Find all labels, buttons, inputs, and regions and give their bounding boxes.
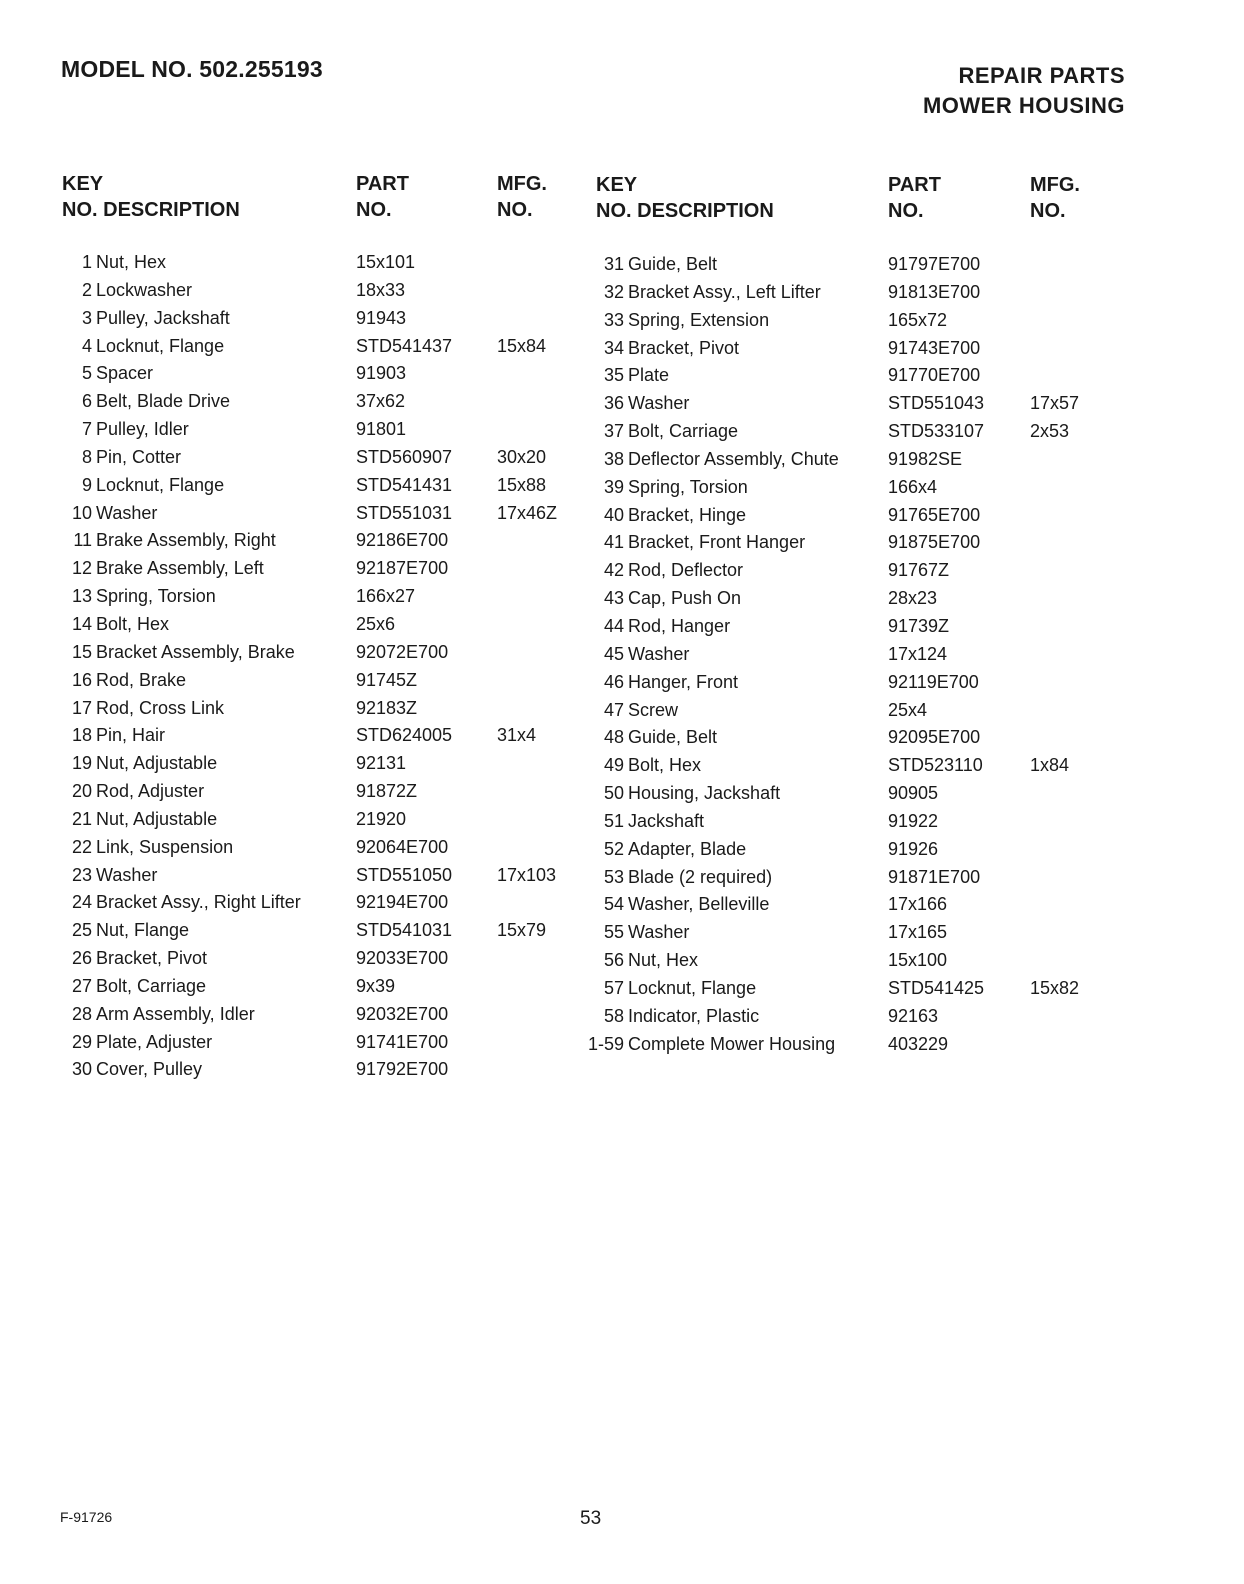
parts-row (50, 750, 570, 778)
mfg-number: 2x53 (1030, 421, 1070, 442)
part-description: Jackshaft (628, 810, 705, 831)
key-number: 45 (603, 643, 624, 664)
key-number: 4 (81, 335, 92, 356)
key-number: 54 (603, 894, 624, 915)
part-description: Washer (96, 864, 158, 885)
page-title (923, 61, 1125, 121)
title-line-1: REPAIR PARTS (958, 63, 1125, 88)
title-line-2: MOWER HOUSING (922, 93, 1125, 118)
key-number: 37 (603, 421, 624, 442)
parts-row (50, 945, 570, 973)
part-number: STD541425 (888, 977, 985, 998)
parts-row (50, 1001, 570, 1029)
key-number: 51 (603, 810, 624, 831)
parts-row (582, 669, 1122, 697)
part-number: 91943 (356, 307, 407, 328)
part-description: Nut, Hex (628, 950, 699, 971)
key-number: 33 (603, 309, 624, 330)
left-part-header: PART NO. (356, 173, 409, 221)
parts-row (582, 474, 1122, 502)
mfg-number: 30x20 (497, 446, 547, 467)
key-number: 12 (71, 558, 92, 579)
parts-row (582, 947, 1122, 975)
part-number: STD523110 (888, 755, 983, 776)
parts-row (50, 889, 570, 917)
key-number: 1 (81, 252, 92, 272)
key-number: 53 (603, 866, 624, 887)
key-number: 9 (81, 474, 92, 495)
parts-row (582, 362, 1122, 390)
key-number: 19 (71, 753, 92, 774)
parts-row (582, 502, 1122, 530)
parts-row (582, 585, 1122, 613)
parts-row (50, 360, 570, 388)
part-description: Pulley, Jackshaft (96, 307, 230, 328)
left-key-header: KEY NO. DESCRIPTION (62, 173, 240, 221)
parts-row (582, 1003, 1122, 1031)
part-number: 37x62 (356, 391, 406, 412)
part-description: Locknut, Flange (96, 335, 225, 356)
right-part-header: PART NO. (888, 174, 941, 222)
parts-row (50, 527, 570, 555)
key-number: 50 (603, 783, 624, 804)
part-description: Bolt, Carriage (628, 421, 739, 442)
part-number: STD551050 (356, 864, 453, 885)
part-number: 91743E700 (888, 337, 981, 358)
parts-row (50, 416, 570, 444)
part-description: Washer (96, 502, 158, 523)
mfg-number: 17x103 (497, 864, 557, 885)
parts-row (582, 529, 1122, 557)
page-number: 53 (580, 1508, 602, 1529)
key-number: 40 (603, 504, 624, 525)
key-number: 15 (71, 641, 92, 662)
parts-row (50, 583, 570, 611)
part-description: Spring, Torsion (96, 586, 216, 607)
part-description: Rod, Deflector (628, 560, 744, 581)
right-mfg-header: MFG. NO. (1030, 174, 1080, 222)
left-parts-list (50, 249, 570, 1084)
part-description: Bracket, Pivot (628, 337, 740, 358)
part-number: 17x165 (888, 922, 948, 943)
left-mfg-header: MFG. NO. (497, 173, 547, 221)
part-number: STD541431 (356, 474, 453, 495)
key-number: 25 (71, 920, 92, 941)
part-description: Plate (628, 365, 670, 386)
part-description: Rod, Hanger (628, 615, 731, 636)
key-number: 20 (71, 781, 92, 802)
part-description: Screw (628, 699, 679, 720)
part-number: 91903 (356, 363, 407, 384)
key-number: 58 (603, 1005, 624, 1026)
parts-row (50, 695, 570, 723)
model-number: MODEL NO. 502.255193 (61, 56, 323, 82)
key-number: 49 (603, 755, 624, 776)
key-number: 10 (71, 502, 92, 523)
key-number: 55 (603, 922, 624, 943)
part-description: Spring, Extension (628, 309, 770, 330)
key-number: 1-59 (587, 1033, 624, 1054)
key-number: 28 (71, 1003, 92, 1024)
part-number: 91926 (888, 838, 939, 859)
key-number: 39 (603, 476, 624, 497)
parts-row (50, 388, 570, 416)
part-number: 92131 (356, 753, 407, 774)
part-number: 91741E700 (356, 1031, 449, 1052)
part-description: Adapter, Blade (628, 838, 747, 859)
part-description: Pulley, Idler (96, 419, 189, 440)
part-number: 18x33 (356, 279, 406, 300)
part-description: Bracket, Hinge (628, 504, 747, 525)
part-description: Rod, Brake (96, 669, 187, 690)
part-number: 165x72 (888, 309, 948, 330)
key-number: 31 (603, 254, 624, 274)
parts-row (582, 752, 1122, 780)
part-description: Bracket Assy., Left Lifter (628, 281, 821, 302)
part-number: 91767Z (888, 560, 950, 581)
part-description: Bracket Assembly, Brake (96, 641, 295, 662)
part-description: Nut, Hex (96, 252, 167, 272)
key-number: 48 (603, 727, 624, 748)
part-number: 91770E700 (888, 365, 981, 386)
key-number: 17 (71, 697, 92, 718)
part-description: Nut, Adjustable (96, 753, 218, 774)
part-number: 91875E700 (888, 532, 981, 553)
part-description: Bracket, Front Hanger (628, 532, 806, 553)
part-number: 17x124 (888, 643, 948, 664)
parts-row (582, 697, 1122, 725)
part-description: Blade (2 required) (628, 866, 773, 887)
parts-row (582, 1031, 1122, 1059)
part-number: 91922 (888, 810, 939, 831)
parts-row (50, 639, 570, 667)
parts-row (582, 279, 1122, 307)
part-number: 91765E700 (888, 504, 981, 525)
parts-row (50, 806, 570, 834)
right-key-header: KEY NO. DESCRIPTION (596, 174, 774, 222)
key-number: 13 (71, 586, 92, 607)
part-description: Arm Assembly, Idler (96, 1003, 255, 1024)
part-description: Washer (628, 922, 690, 943)
part-description: Belt, Blade Drive (96, 391, 231, 412)
key-number: 23 (71, 864, 92, 885)
part-description: Cover, Pulley (96, 1059, 203, 1080)
part-number: 91745Z (356, 669, 418, 690)
parts-row (582, 808, 1122, 836)
parts-row (50, 333, 570, 361)
part-description: Washer, Belleville (628, 894, 770, 915)
part-number: 15x100 (888, 950, 948, 971)
key-number: 36 (603, 393, 624, 414)
parts-row (582, 836, 1122, 864)
part-number: 91801 (356, 419, 407, 440)
part-number: STD560907 (356, 446, 453, 467)
part-number: STD533107 (888, 421, 985, 442)
mfg-number: 1x84 (1030, 755, 1070, 776)
part-description: Pin, Hair (96, 725, 166, 746)
part-description: Cap, Push On (628, 588, 742, 609)
part-description: Rod, Cross Link (96, 697, 225, 718)
part-description: Nut, Flange (96, 920, 190, 941)
parts-row (582, 557, 1122, 585)
part-description: Link, Suspension (96, 836, 234, 857)
part-description: Hanger, Front (628, 671, 739, 692)
parts-row (50, 472, 570, 500)
parts-row (582, 975, 1122, 1003)
parts-row (50, 611, 570, 639)
form-number: F-91726 (60, 1509, 113, 1525)
mfg-number: 15x79 (497, 920, 547, 941)
part-number: 21920 (356, 808, 407, 829)
part-number: STD551043 (888, 393, 985, 414)
parts-row (50, 555, 570, 583)
part-number: 90905 (888, 783, 939, 804)
key-number: 42 (603, 560, 624, 581)
part-number: 92072E700 (356, 641, 449, 662)
key-number: 30 (71, 1059, 92, 1080)
parts-row (50, 277, 570, 305)
parts-row (50, 973, 570, 1001)
parts-row (50, 722, 570, 750)
key-number: 57 (603, 977, 624, 998)
part-description: Locknut, Flange (96, 474, 225, 495)
key-number: 14 (71, 613, 92, 634)
parts-row (582, 641, 1122, 669)
mfg-number: 15x88 (497, 474, 547, 495)
key-number: 3 (81, 307, 92, 328)
parts-row (50, 667, 570, 695)
part-description: Bracket, Pivot (96, 948, 208, 969)
key-number: 2 (81, 279, 92, 300)
part-description: Guide, Belt (628, 254, 718, 274)
part-number: 17x166 (888, 894, 948, 915)
parts-row (582, 891, 1122, 919)
part-description: Housing, Jackshaft (628, 783, 781, 804)
key-number: 24 (71, 892, 92, 913)
part-number: 92163 (888, 1005, 939, 1026)
parts-row (582, 724, 1122, 752)
parts-row (50, 1029, 570, 1057)
parts-row (50, 778, 570, 806)
key-number: 7 (81, 419, 92, 440)
part-number: 166x27 (356, 586, 416, 607)
parts-row (50, 917, 570, 945)
part-number: 91739Z (888, 615, 950, 636)
part-description: Spring, Torsion (628, 476, 748, 497)
mfg-number: 15x82 (1030, 977, 1080, 998)
key-number: 52 (603, 838, 624, 859)
parts-row (582, 780, 1122, 808)
right-parts-list (582, 251, 1122, 1058)
part-number: 92187E700 (356, 558, 449, 579)
key-number: 43 (603, 588, 624, 609)
parts-row (50, 249, 570, 277)
key-number: 16 (71, 669, 92, 690)
part-description: Deflector Assembly, Chute (628, 448, 839, 469)
part-description: Washer (628, 643, 690, 664)
mfg-number: 15x84 (497, 335, 547, 356)
key-number: 35 (603, 365, 624, 386)
key-number: 18 (71, 725, 92, 746)
part-description: Washer (628, 393, 690, 414)
part-description: Bracket Assy., Right Lifter (96, 892, 301, 913)
part-description: Pin, Cotter (96, 446, 182, 467)
parts-row (582, 864, 1122, 892)
part-number: 91872Z (356, 781, 418, 802)
part-number: STD541031 (356, 920, 453, 941)
part-number: 25x4 (888, 699, 928, 720)
parts-row (50, 1056, 570, 1084)
part-number: STD541437 (356, 335, 453, 356)
part-number: 91871E700 (888, 866, 981, 887)
part-number: 91982SE (888, 448, 963, 469)
parts-row (582, 335, 1122, 363)
parts-row (582, 613, 1122, 641)
part-number: STD551031 (356, 502, 453, 523)
key-number: 22 (71, 836, 92, 857)
key-number: 21 (71, 808, 92, 829)
part-number: 9x39 (356, 975, 396, 996)
key-number: 27 (71, 975, 92, 996)
part-description: Locknut, Flange (628, 977, 757, 998)
parts-row (50, 834, 570, 862)
key-number: 11 (73, 530, 92, 551)
key-number: 26 (71, 948, 92, 969)
key-number: 38 (603, 448, 624, 469)
part-number: 91813E700 (888, 281, 981, 302)
mfg-number: 17x46Z (497, 502, 558, 523)
part-description: Bolt, Hex (96, 613, 170, 634)
part-number: 92064E700 (356, 836, 449, 857)
part-description: Bolt, Carriage (96, 975, 207, 996)
part-number: 92194E700 (356, 892, 449, 913)
parts-row (582, 251, 1122, 279)
part-number: 91792E700 (356, 1059, 449, 1080)
part-number: 25x6 (356, 613, 396, 634)
parts-row (50, 305, 570, 333)
part-number: 92183Z (356, 697, 418, 718)
part-number: 92032E700 (356, 1003, 449, 1024)
key-number: 56 (603, 950, 624, 971)
part-number: 92119E700 (888, 671, 979, 692)
parts-row (582, 919, 1122, 947)
key-number: 34 (603, 337, 624, 358)
part-description: Brake Assembly, Right (96, 530, 276, 551)
parts-row (50, 862, 570, 890)
part-number: 92186E700 (356, 530, 449, 551)
part-description: Guide, Belt (628, 727, 718, 748)
mfg-number: 17x57 (1030, 393, 1080, 414)
parts-row (50, 500, 570, 528)
part-description: Rod, Adjuster (96, 781, 205, 802)
key-number: 47 (603, 699, 624, 720)
part-number: 166x4 (888, 476, 938, 497)
part-description: Complete Mower Housing (628, 1033, 836, 1054)
part-number: 91797E700 (888, 254, 981, 274)
parts-row (582, 390, 1122, 418)
part-description: Lockwasher (96, 279, 193, 300)
part-number: 92095E700 (888, 727, 981, 748)
part-number: 15x101 (356, 252, 416, 272)
part-description: Brake Assembly, Left (96, 558, 264, 579)
parts-row (582, 307, 1122, 335)
part-number: STD624005 (356, 725, 453, 746)
part-description: Nut, Adjustable (96, 808, 218, 829)
part-description: Plate, Adjuster (96, 1031, 213, 1052)
part-description: Bolt, Hex (628, 755, 702, 776)
parts-row (582, 418, 1122, 446)
key-number: 46 (603, 671, 624, 692)
parts-row (582, 446, 1122, 474)
key-number: 41 (603, 532, 624, 553)
key-number: 8 (81, 446, 92, 467)
key-number: 29 (71, 1031, 92, 1052)
key-number: 6 (81, 391, 92, 412)
parts-row (50, 444, 570, 472)
part-number: 92033E700 (356, 948, 449, 969)
part-description: Spacer (96, 363, 154, 384)
key-number: 5 (81, 363, 92, 384)
part-number: 403229 (888, 1033, 949, 1054)
part-description: Indicator, Plastic (628, 1005, 760, 1026)
part-number: 28x23 (888, 588, 938, 609)
key-number: 32 (603, 281, 624, 302)
key-number: 44 (603, 615, 624, 636)
mfg-number: 31x4 (497, 725, 537, 746)
